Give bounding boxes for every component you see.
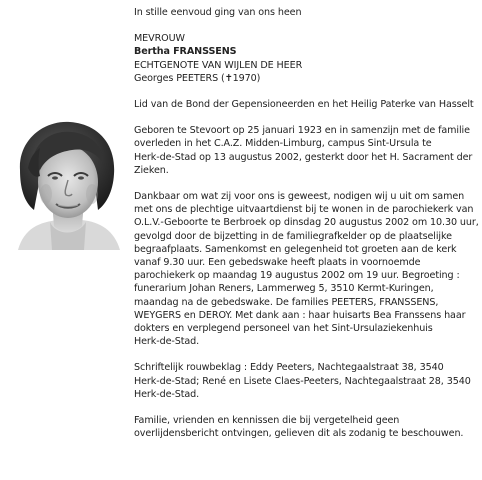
membership-line: Lid van de Bond der Gepensioneerden en het Heilig Paterke van Hasselt bbox=[134, 99, 474, 111]
spouse-name: Georges PEETERS (✝1970) bbox=[134, 72, 261, 84]
paragraph-line: Herk-de-Stad op 13 augustus 2002, gesterkt door het H. Sacrament der bbox=[134, 151, 473, 163]
paragraph-line: overlijdensbericht ontvingen, gelieven dit als zodanig te beschouwen. bbox=[134, 428, 464, 440]
paragraph-line: Zieken. bbox=[134, 164, 169, 176]
paragraph-line: maandag na de gebedswake. De families PEETERS, FRANSSENS, bbox=[134, 296, 439, 308]
spouse-line: ECHTGENOTE VAN WIJLEN DE HEER bbox=[134, 59, 303, 71]
paragraph-line: WEYGERS en DEROY. Met dank aan : haar huisarts Bea Franssens haar bbox=[134, 309, 466, 321]
paragraph-line: funerarium Johan Reners, Lammerweg 5, 3510 Kermt-Kuringen, bbox=[134, 283, 434, 295]
paragraph-line: met ons de plechtige uitvaartdienst bij te wonen in de parochiekerk van bbox=[134, 204, 474, 216]
condolence-paragraph bbox=[134, 361, 476, 401]
paragraph-line: Familie, vrienden en kennissen die bij vergetelheid geen bbox=[134, 415, 400, 427]
paragraph-line: O.L.V.-Geboorte te Berbroek op dinsdag 20 augustus 2002 om 10.30 uur, bbox=[134, 217, 479, 229]
paragraph-line: Herk-de-Stad. bbox=[134, 336, 200, 348]
paragraph-line: parochiekerk op maandag 19 augustus 2002 om 19 uur. Begroeting : bbox=[134, 270, 460, 282]
paragraph-line: begraafplaats. Samenkomst en gelegenheid tot groeten aan de kerk bbox=[134, 243, 457, 255]
paragraph-line: Herk-de-Stad; René en Lisete Claes-Peeters, Nachtegaalstraat 28, 3540 bbox=[134, 375, 471, 387]
birth-paragraph bbox=[134, 124, 476, 177]
paragraph-line: dokters en verplegend personeel van het Sint-Ursulaziekenhuis bbox=[134, 323, 433, 335]
portrait-image bbox=[10, 118, 124, 250]
funeral-paragraph bbox=[134, 190, 479, 348]
portrait-photo bbox=[10, 118, 124, 250]
paragraph-line: overleden in het C.A.Z. Midden-Limburg, campus Sint-Ursula te bbox=[134, 138, 432, 150]
obituary-text bbox=[134, 6, 479, 440]
paragraph-line: vanaf 9.30 uur. Een gebedswake heeft plaats in voornoemde bbox=[134, 257, 421, 269]
intro-line: In stille eenvoud ging van ons heen bbox=[134, 7, 302, 18]
paragraph-line: Dankbaar om wat zij voor ons is geweest, nodigen wij u uit om samen bbox=[134, 191, 465, 203]
closing-paragraph bbox=[134, 414, 476, 440]
paragraph-line: Geboren te Stevoort op 25 januari 1923 en in samenzijn met de familie bbox=[134, 125, 470, 137]
paragraph-line: gevolgd door de bijzetting in de familiegrafkelder op de plaatselijke bbox=[134, 230, 452, 242]
deceased-name: Bertha FRANSSENS bbox=[134, 46, 237, 58]
paragraph-line: Herk-de-Stad. bbox=[134, 388, 200, 400]
title-line: MEVROUW bbox=[134, 33, 185, 45]
paragraph-line: Schriftelijk rouwbeklag : Eddy Peeters, Nachtegaalstraat 38, 3540 bbox=[134, 362, 444, 374]
